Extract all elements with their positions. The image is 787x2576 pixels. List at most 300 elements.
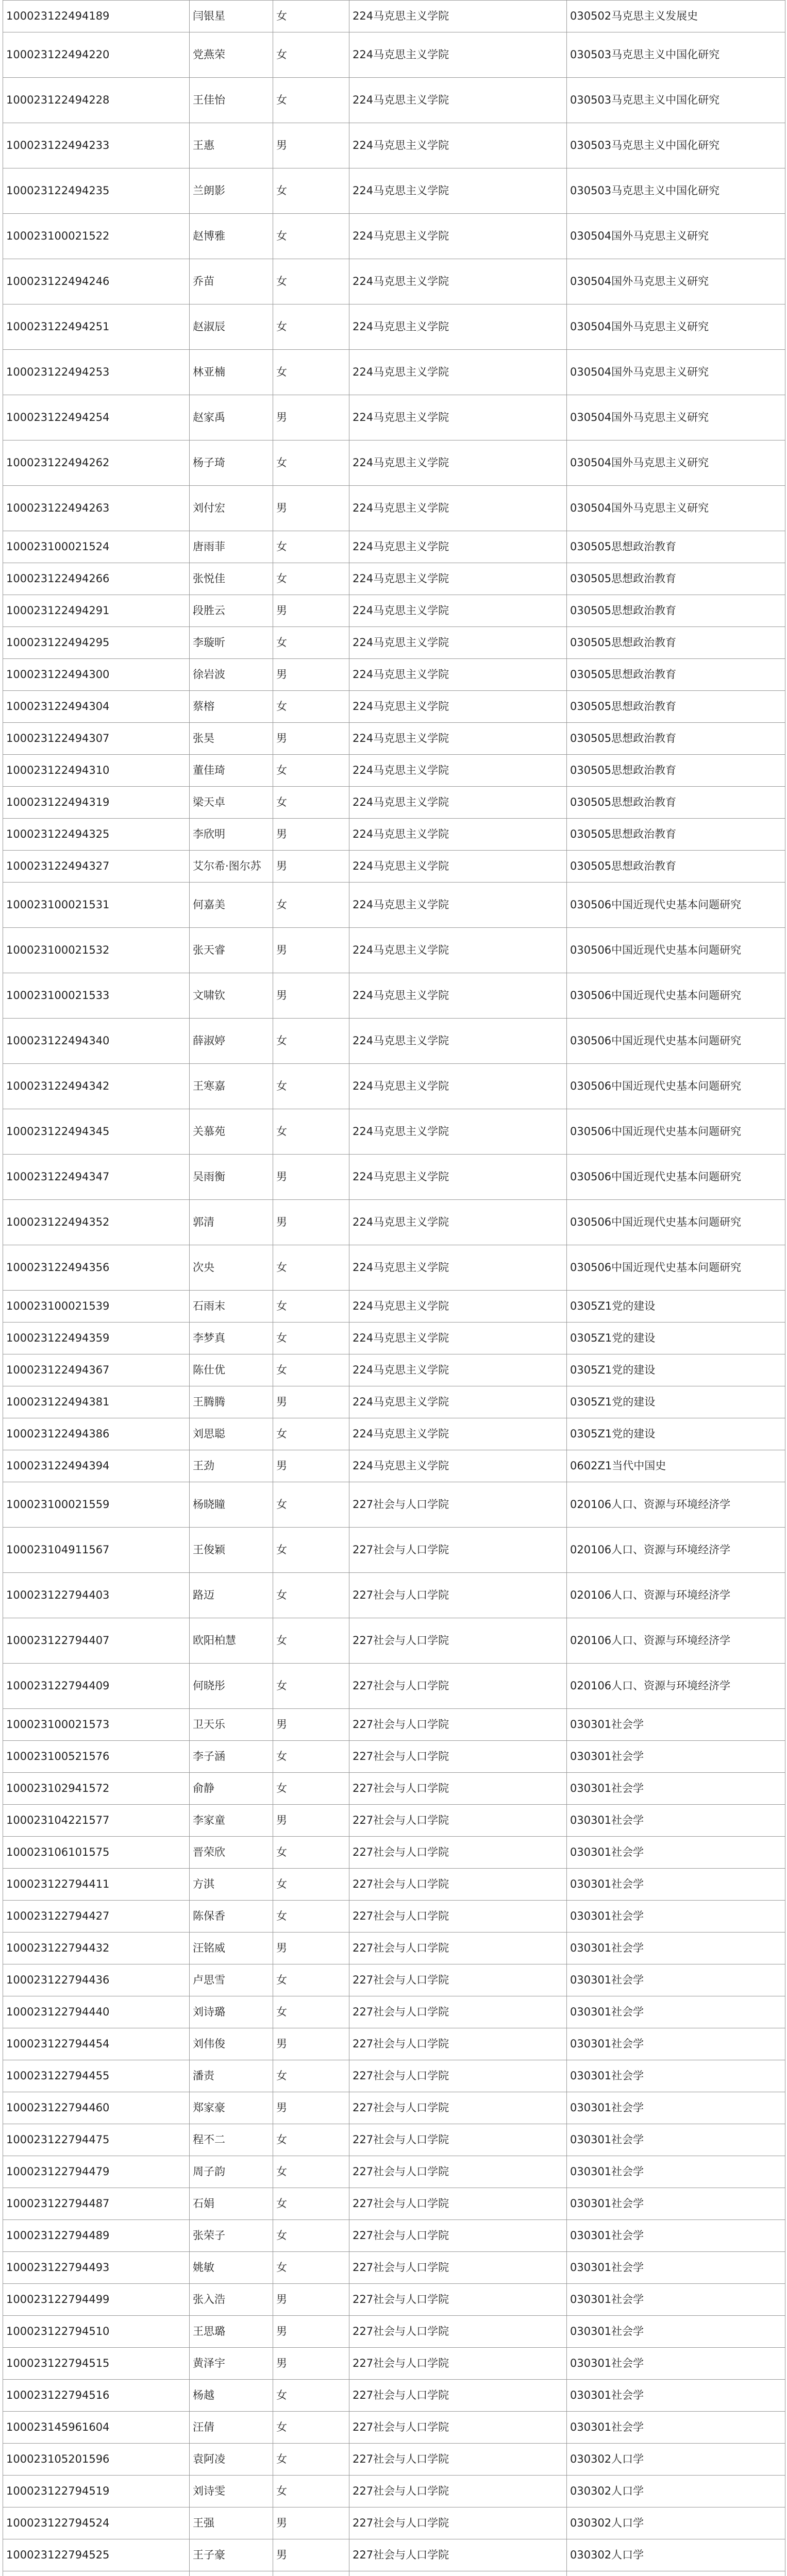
name-cell: 张荣子 xyxy=(190,2220,273,2252)
gender-cell: 女 xyxy=(273,1291,349,1323)
major-cell: 030301社会学 xyxy=(567,1901,785,1933)
table-row xyxy=(3,168,785,214)
department-cell: 227社会与人口学院 xyxy=(349,2028,567,2060)
name-cell: 王子豪 xyxy=(190,2539,273,2571)
name-cell: 潘责 xyxy=(190,2060,273,2092)
gender-cell: 男 xyxy=(273,486,349,531)
department-cell: 224马克思主义学院 xyxy=(349,1418,567,1450)
name-cell: 薛淑婷 xyxy=(190,1019,273,1064)
major-cell: 030504国外马克思主义研究 xyxy=(567,395,785,440)
department-cell: 227社会与人口学院 xyxy=(349,2092,567,2124)
gender-cell: 女 xyxy=(273,1418,349,1450)
major-cell: 030504国外马克思主义研究 xyxy=(567,259,785,304)
table-row xyxy=(3,32,785,78)
exam-number-cell: 100023122794515 xyxy=(3,2348,190,2380)
major-cell: 030503马克思主义中国化研究 xyxy=(567,168,785,214)
department-cell: 227社会与人口学院 xyxy=(349,2539,567,2571)
major-cell xyxy=(567,2571,785,2576)
gender-cell: 女 xyxy=(273,2156,349,2188)
exam-number-cell: 100023122494327 xyxy=(3,851,190,883)
major-cell: 030505思想政治教育 xyxy=(567,595,785,627)
gender-cell: 女 xyxy=(273,1573,349,1618)
department-cell: 227社会与人口学院 xyxy=(349,1869,567,1901)
exam-number-cell: 100023122494295 xyxy=(3,627,190,659)
name-cell: 王惠 xyxy=(190,123,273,168)
department-cell: 227社会与人口学院 xyxy=(349,2252,567,2284)
table-row xyxy=(3,1709,785,1741)
table-row xyxy=(3,1837,785,1869)
gender-cell: 女 xyxy=(273,691,349,723)
exam-number-cell: 100023122494356 xyxy=(3,1245,190,1291)
table-row xyxy=(3,1482,785,1528)
exam-number-cell: 100023102941572 xyxy=(3,1773,190,1805)
department-cell: 224马克思主义学院 xyxy=(349,395,567,440)
exam-number-cell: 100023122794525 xyxy=(3,2539,190,2571)
name-cell: 艾尔希·图尔苏 xyxy=(190,851,273,883)
name-cell: 刘诗雯 xyxy=(190,2476,273,2507)
table-row xyxy=(3,531,785,563)
table-row xyxy=(3,1200,785,1245)
name-cell: 李子涵 xyxy=(190,1741,273,1773)
gender-cell: 男 xyxy=(273,2348,349,2380)
exam-number-cell: 100023122494381 xyxy=(3,1386,190,1418)
exam-number-cell: 100023122794487 xyxy=(3,2188,190,2220)
exam-number-cell: 100023122494325 xyxy=(3,819,190,851)
table-row xyxy=(3,2412,785,2444)
table-row xyxy=(3,2220,785,2252)
exam-number-cell: 100023122794510 xyxy=(3,2316,190,2348)
department-cell: 224马克思主义学院 xyxy=(349,659,567,691)
major-cell: 030504国外马克思主义研究 xyxy=(567,350,785,395)
table-row xyxy=(3,1805,785,1837)
major-cell: 030506中国近现代史基本问题研究 xyxy=(567,1200,785,1245)
table-row xyxy=(3,123,785,168)
department-cell: 227社会与人口学院 xyxy=(349,1805,567,1837)
department-cell: 224马克思主义学院 xyxy=(349,1354,567,1386)
department-cell: 227社会与人口学院 xyxy=(349,2188,567,2220)
major-cell: 030506中国近现代史基本问题研究 xyxy=(567,883,785,928)
gender-cell: 女 xyxy=(273,2252,349,2284)
major-cell: 030506中国近现代史基本问题研究 xyxy=(567,1155,785,1200)
table-row xyxy=(3,2252,785,2284)
table-row xyxy=(3,1291,785,1323)
table-row xyxy=(3,2316,785,2348)
name-cell: 袁阿凌 xyxy=(190,2444,273,2476)
department-cell: 227社会与人口学院 xyxy=(349,2316,567,2348)
major-cell: 030302人口学 xyxy=(567,2539,785,2571)
table-row xyxy=(3,486,785,531)
gender-cell: 女 xyxy=(273,1773,349,1805)
gender-cell: 男 xyxy=(273,395,349,440)
gender-cell: 女 xyxy=(273,1837,349,1869)
major-cell: 0305Z1党的建设 xyxy=(567,1291,785,1323)
major-cell: 030504国外马克思主义研究 xyxy=(567,440,785,486)
name-cell: 郭清 xyxy=(190,1200,273,1245)
table-row xyxy=(3,787,785,819)
department-cell: 224马克思主义学院 xyxy=(349,563,567,595)
admission-list-body xyxy=(3,1,785,2576)
gender-cell: 男 xyxy=(273,2507,349,2539)
department-cell: 227社会与人口学院 xyxy=(349,2124,567,2156)
table-row xyxy=(3,350,785,395)
exam-number-cell: 100023100021559 xyxy=(3,1482,190,1528)
table-row xyxy=(3,755,785,787)
name-cell: 张昊 xyxy=(190,723,273,755)
major-cell: 030301社会学 xyxy=(567,1805,785,1837)
gender-cell: 女 xyxy=(273,32,349,78)
exam-number-cell: 100023122494345 xyxy=(3,1109,190,1155)
major-cell: 030502马克思主义发展史 xyxy=(567,1,785,32)
exam-number-cell: 100023122494347 xyxy=(3,1155,190,1200)
major-cell: 030504国外马克思主义研究 xyxy=(567,214,785,259)
table-row xyxy=(3,1386,785,1418)
table-row xyxy=(3,1354,785,1386)
exam-number-cell: 100023122494253 xyxy=(3,350,190,395)
department-cell: 227社会与人口学院 xyxy=(349,1773,567,1805)
department-cell: 224马克思主义学院 xyxy=(349,595,567,627)
department-cell: 224马克思主义学院 xyxy=(349,1155,567,1200)
gender-cell: 女 xyxy=(273,531,349,563)
major-cell: 0305Z1党的建设 xyxy=(567,1386,785,1418)
department-cell: 227社会与人口学院 xyxy=(349,2412,567,2444)
department-cell: 227社会与人口学院 xyxy=(349,1837,567,1869)
name-cell xyxy=(190,2571,273,2576)
department-cell: 224马克思主义学院 xyxy=(349,883,567,928)
gender-cell: 男 xyxy=(273,723,349,755)
department-cell: 227社会与人口学院 xyxy=(349,1573,567,1618)
gender-cell: 女 xyxy=(273,214,349,259)
exam-number-cell: 100023122794455 xyxy=(3,2060,190,2092)
gender-cell: 女 xyxy=(273,1245,349,1291)
table-row xyxy=(3,1064,785,1109)
gender-cell: 女 xyxy=(273,563,349,595)
exam-number-cell: 100023122494254 xyxy=(3,395,190,440)
department-cell: 227社会与人口学院 xyxy=(349,1741,567,1773)
table-row xyxy=(3,691,785,723)
name-cell: 陈保香 xyxy=(190,1901,273,1933)
table-row xyxy=(3,78,785,123)
major-cell: 030505思想政治教育 xyxy=(567,531,785,563)
gender-cell: 女 xyxy=(273,1109,349,1155)
table-row xyxy=(3,1869,785,1901)
name-cell: 董佳琦 xyxy=(190,755,273,787)
department-cell: 227社会与人口学院 xyxy=(349,1933,567,1964)
major-cell: 030503马克思主义中国化研究 xyxy=(567,78,785,123)
gender-cell: 女 xyxy=(273,883,349,928)
table-row xyxy=(3,395,785,440)
name-cell: 乔苗 xyxy=(190,259,273,304)
name-cell: 李梦真 xyxy=(190,1323,273,1354)
gender-cell: 男 xyxy=(273,2092,349,2124)
major-cell: 020106人口、资源与环境经济学 xyxy=(567,1664,785,1709)
gender-cell: 男 xyxy=(273,973,349,1019)
major-cell: 030301社会学 xyxy=(567,2188,785,2220)
name-cell: 汪铭威 xyxy=(190,1933,273,1964)
department-cell: 227社会与人口学院 xyxy=(349,2284,567,2316)
table-row xyxy=(3,819,785,851)
table-row xyxy=(3,928,785,973)
name-cell: 卢思雪 xyxy=(190,1964,273,1996)
table-row xyxy=(3,1109,785,1155)
name-cell: 段胜云 xyxy=(190,595,273,627)
exam-number-cell: 100023104221577 xyxy=(3,1805,190,1837)
exam-number-cell: 100023122494262 xyxy=(3,440,190,486)
department-cell: 224马克思主义学院 xyxy=(349,1064,567,1109)
gender-cell: 女 xyxy=(273,1901,349,1933)
table-row xyxy=(3,1323,785,1354)
department-cell: 224马克思主义学院 xyxy=(349,214,567,259)
department-cell: 227社会与人口学院 xyxy=(349,1964,567,1996)
exam-number-cell: 100023122794516 xyxy=(3,2380,190,2412)
admission-list-table xyxy=(3,0,785,2576)
major-cell: 030505思想政治教育 xyxy=(567,819,785,851)
gender-cell: 女 xyxy=(273,2188,349,2220)
major-cell: 0602Z1当代中国史 xyxy=(567,1450,785,1482)
major-cell: 030301社会学 xyxy=(567,1964,785,1996)
department-cell xyxy=(349,2571,567,2576)
major-cell: 030301社会学 xyxy=(567,2252,785,2284)
department-cell: 224马克思主义学院 xyxy=(349,1323,567,1354)
table-row xyxy=(3,2476,785,2507)
exam-number-cell: 100023122794524 xyxy=(3,2507,190,2539)
major-cell: 020106人口、资源与环境经济学 xyxy=(567,1482,785,1528)
table-row xyxy=(3,2348,785,2380)
name-cell: 刘思聪 xyxy=(190,1418,273,1450)
exam-number-cell: 100023122794427 xyxy=(3,1901,190,1933)
major-cell: 030503马克思主义中国化研究 xyxy=(567,123,785,168)
exam-number-cell: 100023122494291 xyxy=(3,595,190,627)
table-row xyxy=(3,2124,785,2156)
major-cell: 030301社会学 xyxy=(567,2060,785,2092)
major-cell: 020106人口、资源与环境经济学 xyxy=(567,1528,785,1573)
table-row xyxy=(3,2444,785,2476)
table-row xyxy=(3,1618,785,1664)
major-cell: 030301社会学 xyxy=(567,2028,785,2060)
name-cell: 刘付宏 xyxy=(190,486,273,531)
name-cell: 赵家禹 xyxy=(190,395,273,440)
major-cell: 030506中国近现代史基本问题研究 xyxy=(567,928,785,973)
major-cell: 030301社会学 xyxy=(567,2348,785,2380)
name-cell: 张天睿 xyxy=(190,928,273,973)
exam-number-cell: 100023122794411 xyxy=(3,1869,190,1901)
department-cell: 224马克思主义学院 xyxy=(349,168,567,214)
table-row xyxy=(3,1741,785,1773)
name-cell: 晋荣欣 xyxy=(190,1837,273,1869)
major-cell: 030505思想政治教育 xyxy=(567,659,785,691)
gender-cell: 男 xyxy=(273,123,349,168)
department-cell: 224马克思主义学院 xyxy=(349,1109,567,1155)
exam-number-cell: 100023122494352 xyxy=(3,1200,190,1245)
major-cell: 030504国外马克思主义研究 xyxy=(567,304,785,350)
major-cell: 030301社会学 xyxy=(567,2092,785,2124)
name-cell: 路迈 xyxy=(190,1573,273,1618)
name-cell: 梁天卓 xyxy=(190,787,273,819)
name-cell: 文啸钦 xyxy=(190,973,273,1019)
gender-cell: 男 xyxy=(273,1933,349,1964)
table-row xyxy=(3,627,785,659)
major-cell: 030505思想政治教育 xyxy=(567,691,785,723)
table-row xyxy=(3,563,785,595)
table-row xyxy=(3,723,785,755)
name-cell: 陈仕优 xyxy=(190,1354,273,1386)
department-cell: 224马克思主义学院 xyxy=(349,1200,567,1245)
table-row xyxy=(3,2284,785,2316)
gender-cell: 女 xyxy=(273,1664,349,1709)
table-row xyxy=(3,2539,785,2571)
name-cell: 张悦佳 xyxy=(190,563,273,595)
table-row xyxy=(3,1996,785,2028)
exam-number-cell: 100023122794407 xyxy=(3,1618,190,1664)
name-cell: 刘诗璐 xyxy=(190,1996,273,2028)
exam-number-cell: 100023122494266 xyxy=(3,563,190,595)
major-cell: 030506中国近现代史基本问题研究 xyxy=(567,1245,785,1291)
exam-number-cell: 100023100021573 xyxy=(3,1709,190,1741)
name-cell: 李璇昕 xyxy=(190,627,273,659)
exam-number-cell: 100023122494189 xyxy=(3,1,190,32)
department-cell: 227社会与人口学院 xyxy=(349,1709,567,1741)
name-cell: 汪倩 xyxy=(190,2412,273,2444)
exam-number-cell: 100023122794436 xyxy=(3,1964,190,1996)
department-cell: 224马克思主义学院 xyxy=(349,787,567,819)
name-cell: 何晓彤 xyxy=(190,1664,273,1709)
table-row xyxy=(3,214,785,259)
major-cell: 020106人口、资源与环境经济学 xyxy=(567,1573,785,1618)
department-cell: 227社会与人口学院 xyxy=(349,2220,567,2252)
major-cell: 030301社会学 xyxy=(567,2156,785,2188)
department-cell: 224马克思主义学院 xyxy=(349,819,567,851)
name-cell: 卫天乐 xyxy=(190,1709,273,1741)
gender-cell: 女 xyxy=(273,2124,349,2156)
name-cell: 王俊颖 xyxy=(190,1528,273,1573)
department-cell: 224马克思主义学院 xyxy=(349,78,567,123)
major-cell: 030505思想政治教育 xyxy=(567,787,785,819)
gender-cell: 女 xyxy=(273,1869,349,1901)
name-cell: 蔡榕 xyxy=(190,691,273,723)
exam-number-cell: 100023100021531 xyxy=(3,883,190,928)
gender-cell: 女 xyxy=(273,1019,349,1064)
name-cell: 姚敏 xyxy=(190,2252,273,2284)
name-cell: 次央 xyxy=(190,1245,273,1291)
major-cell: 030301社会学 xyxy=(567,1709,785,1741)
major-cell: 030505思想政治教育 xyxy=(567,563,785,595)
department-cell: 224马克思主义学院 xyxy=(349,1019,567,1064)
department-cell: 224马克思主义学院 xyxy=(349,973,567,1019)
department-cell: 224马克思主义学院 xyxy=(349,531,567,563)
major-cell: 030301社会学 xyxy=(567,2284,785,2316)
gender-cell: 女 xyxy=(273,2220,349,2252)
name-cell: 王强 xyxy=(190,2507,273,2539)
department-cell: 227社会与人口学院 xyxy=(349,2380,567,2412)
department-cell: 224马克思主义学院 xyxy=(349,1450,567,1482)
department-cell: 227社会与人口学院 xyxy=(349,2476,567,2507)
exam-number-cell: 100023100021524 xyxy=(3,531,190,563)
gender-cell: 男 xyxy=(273,851,349,883)
exam-number-cell: 100023122494394 xyxy=(3,1450,190,1482)
exam-number-cell: 100023122794493 xyxy=(3,2252,190,2284)
table-row xyxy=(3,973,785,1019)
gender-cell: 女 xyxy=(273,2476,349,2507)
exam-number-cell: 100023100021533 xyxy=(3,973,190,1019)
table-row xyxy=(3,2028,785,2060)
name-cell: 王腾腾 xyxy=(190,1386,273,1418)
major-cell: 030505思想政治教育 xyxy=(567,755,785,787)
name-cell: 王劲 xyxy=(190,1450,273,1482)
major-cell: 030301社会学 xyxy=(567,1837,785,1869)
gender-cell: 女 xyxy=(273,304,349,350)
gender-cell: 男 xyxy=(273,2028,349,2060)
table-row xyxy=(3,1,785,32)
major-cell: 030301社会学 xyxy=(567,1869,785,1901)
table-row xyxy=(3,2092,785,2124)
exam-number-cell: 100023122794454 xyxy=(3,2028,190,2060)
department-cell: 227社会与人口学院 xyxy=(349,1664,567,1709)
exam-number-cell: 100023100021539 xyxy=(3,1291,190,1323)
department-cell: 227社会与人口学院 xyxy=(349,2507,567,2539)
name-cell: 徐岩波 xyxy=(190,659,273,691)
gender-cell xyxy=(273,2571,349,2576)
gender-cell: 男 xyxy=(273,1709,349,1741)
department-cell: 227社会与人口学院 xyxy=(349,2060,567,2092)
gender-cell: 男 xyxy=(273,1805,349,1837)
name-cell: 周子韵 xyxy=(190,2156,273,2188)
table-row xyxy=(3,595,785,627)
exam-number-cell: 100023122794403 xyxy=(3,1573,190,1618)
gender-cell: 女 xyxy=(273,755,349,787)
exam-number-cell: 100023122494310 xyxy=(3,755,190,787)
table-row xyxy=(3,2188,785,2220)
gender-cell: 女 xyxy=(273,2060,349,2092)
exam-number-cell: 100023105201596 xyxy=(3,2444,190,2476)
exam-number-cell: 100023122494251 xyxy=(3,304,190,350)
gender-cell: 女 xyxy=(273,440,349,486)
table-row xyxy=(3,1573,785,1618)
department-cell: 224马克思主义学院 xyxy=(349,1386,567,1418)
department-cell: 224马克思主义学院 xyxy=(349,723,567,755)
gender-cell: 男 xyxy=(273,819,349,851)
gender-cell: 男 xyxy=(273,1200,349,1245)
name-cell: 俞静 xyxy=(190,1773,273,1805)
exam-number-cell: 100023122494319 xyxy=(3,787,190,819)
gender-cell: 女 xyxy=(273,78,349,123)
major-cell: 0305Z1党的建设 xyxy=(567,1323,785,1354)
table-row xyxy=(3,1964,785,1996)
department-cell: 227社会与人口学院 xyxy=(349,1528,567,1573)
gender-cell: 男 xyxy=(273,595,349,627)
major-cell: 030506中国近现代史基本问题研究 xyxy=(567,1064,785,1109)
table-row xyxy=(3,1773,785,1805)
department-cell: 227社会与人口学院 xyxy=(349,1901,567,1933)
major-cell: 030506中国近现代史基本问题研究 xyxy=(567,1019,785,1064)
department-cell: 227社会与人口学院 xyxy=(349,2444,567,2476)
major-cell: 030302人口学 xyxy=(567,2476,785,2507)
name-cell: 杨越 xyxy=(190,2380,273,2412)
major-cell: 030301社会学 xyxy=(567,2124,785,2156)
table-row xyxy=(3,259,785,304)
major-cell: 030301社会学 xyxy=(567,2380,785,2412)
table-row xyxy=(3,304,785,350)
exam-number-cell: 100023122494307 xyxy=(3,723,190,755)
gender-cell: 女 xyxy=(273,2412,349,2444)
major-cell: 030302人口学 xyxy=(567,2507,785,2539)
name-cell: 王思璐 xyxy=(190,2316,273,2348)
department-cell: 224马克思主义学院 xyxy=(349,627,567,659)
department-cell: 227社会与人口学院 xyxy=(349,2156,567,2188)
department-cell: 224马克思主义学院 xyxy=(349,32,567,78)
table-row xyxy=(3,2507,785,2539)
table-row xyxy=(3,1450,785,1482)
name-cell: 王寒嘉 xyxy=(190,1064,273,1109)
major-cell: 030506中国近现代史基本问题研究 xyxy=(567,973,785,1019)
